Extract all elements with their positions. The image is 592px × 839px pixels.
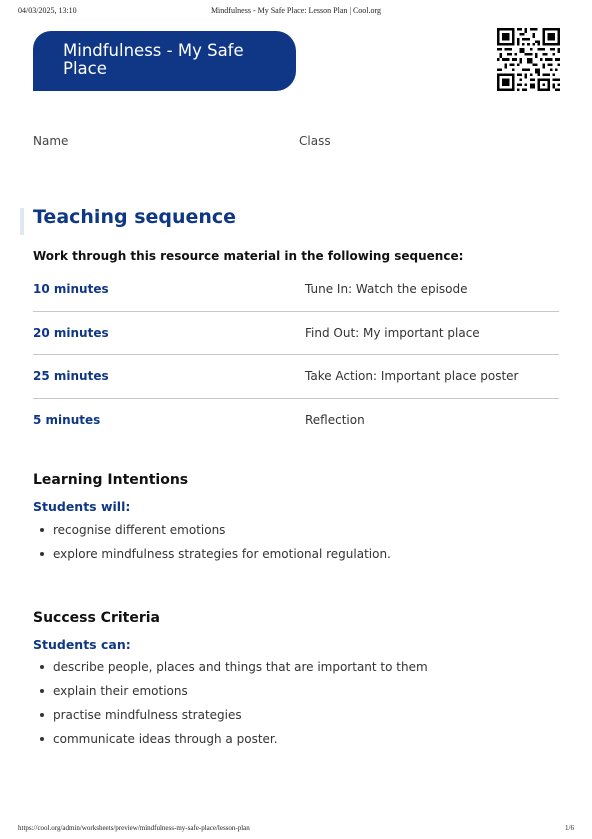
sequence-duration: 5 minutes	[33, 412, 101, 427]
sequence-activity: Take Action: Important place poster	[305, 369, 519, 383]
sequence-activity: Reflection	[305, 412, 365, 427]
name-field-label: Name	[33, 134, 69, 148]
success-criteria-lead: Students can:	[33, 637, 131, 652]
section-accent-bar	[20, 208, 24, 235]
learning-intentions-list	[38, 522, 391, 570]
sequence-row	[33, 312, 559, 356]
list-item: communicate ideas through a poster.	[38, 731, 428, 755]
list-item: explain their emotions	[38, 683, 428, 707]
print-date: 04/03/2025, 13:10	[18, 6, 77, 15]
page-number: 1/6	[565, 824, 574, 832]
teaching-sequence-intro: Work through this resource material in the following sequence:	[33, 249, 464, 263]
print-url: https://cool.org/admin/worksheets/preview/mindfulness-my-safe-place/lesson-plan	[18, 824, 250, 832]
class-field-label: Class	[299, 134, 331, 148]
sequence-duration: 20 minutes	[33, 325, 109, 340]
qr-code-icon	[497, 28, 560, 91]
sequence-row	[33, 399, 559, 442]
success-criteria-heading: Success Criteria	[33, 610, 160, 626]
sequence-duration: 25 minutes	[33, 369, 109, 383]
sequence-row	[33, 268, 559, 312]
sequence-activity: Tune In: Watch the episode	[305, 282, 468, 296]
teaching-sequence-heading: Teaching sequence	[33, 206, 237, 228]
list-item: recognise different emotions	[38, 522, 391, 546]
lesson-title-banner	[33, 31, 296, 91]
list-item: explore mindfulness strategies for emotional regulation.	[38, 546, 391, 570]
success-criteria-list	[38, 659, 428, 755]
learning-intentions-lead: Students will:	[33, 499, 131, 514]
lesson-title: Mindfulness - My Safe Place	[63, 41, 244, 78]
sequence-row	[33, 355, 559, 399]
sequence-activity: Find Out: My important place	[305, 325, 480, 340]
print-page-title: Mindfulness - My Safe Place: Lesson Plan | Cool.org	[210, 6, 382, 15]
list-item: describe people, places and things that are important to them	[38, 659, 428, 683]
learning-intentions-heading: Learning Intentions	[33, 472, 189, 488]
sequence-duration: 10 minutes	[33, 282, 109, 296]
list-item: practise mindfulness strategies	[38, 707, 428, 731]
teaching-sequence-table	[33, 268, 559, 441]
